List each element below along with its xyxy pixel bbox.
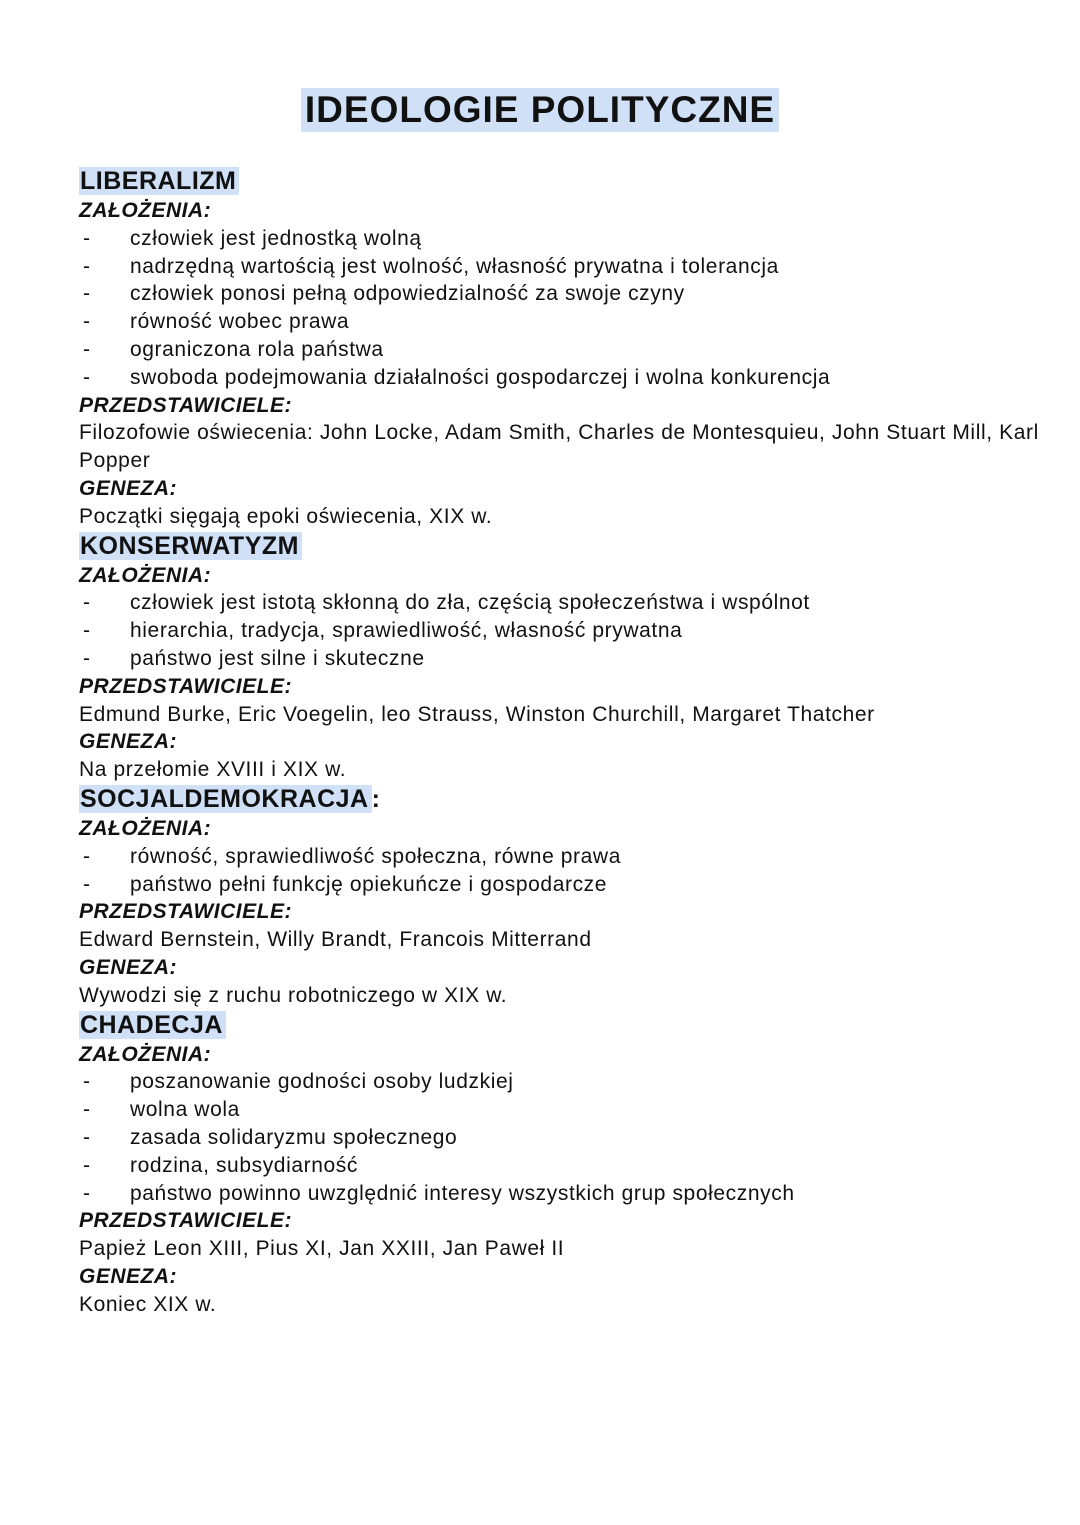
section-heading-text: CHADECJA bbox=[79, 1011, 226, 1039]
przedstawiciele-text: Edward Bernstein, Willy Brandt, Francois Mitterrand bbox=[79, 928, 592, 952]
bullet-dash: - bbox=[83, 591, 91, 615]
list-item-text: człowiek jest jednostką wolną bbox=[130, 226, 422, 250]
przedstawiciele-text: Edmund Burke, Eric Voegelin, leo Strauss, Winston Churchill, Margaret Thatcher bbox=[79, 702, 875, 726]
zalozenia-label: ZAŁOŻENIA: bbox=[79, 816, 212, 840]
list-item-text: państwo jest silne i skuteczne bbox=[130, 646, 425, 670]
bullet-dash: - bbox=[83, 337, 91, 361]
section-heading-text: KONSERWATYZM bbox=[79, 532, 302, 560]
geneza-text: Wywodzi się z ruchu robotniczego w XIX w. bbox=[79, 983, 508, 1007]
section-konserwatyzm bbox=[79, 531, 1039, 784]
geneza-label: GENEZA: bbox=[79, 476, 177, 500]
bullet-dash: - bbox=[83, 646, 91, 670]
list-item-text: nadrzędną wartością jest wolność, własność prywatna i tolerancja bbox=[130, 254, 779, 278]
list-item-text: człowiek jest istotą skłonną do zła, częścią społeczeństwa i wspólnot bbox=[130, 591, 810, 615]
zalozenia-label: ZAŁOŻENIA: bbox=[79, 199, 212, 222]
przedstawiciele-text: Papież Leon XIII, Pius XI, Jan XXIII, Jan Paweł II bbox=[79, 1237, 565, 1261]
section-heading bbox=[79, 1010, 1039, 1041]
zalozenia-label: ZAŁOŻENIA: bbox=[79, 1042, 212, 1066]
section-liberalizm bbox=[79, 166, 1039, 531]
bullet-dash: - bbox=[83, 619, 91, 643]
list-item-text: człowiek ponosi pełną odpowiedzialność za swoje czyny bbox=[130, 282, 685, 306]
list-item bbox=[79, 1096, 1039, 1124]
document-content bbox=[79, 166, 1039, 1318]
przedstawiciele-text: Filozofowie oświecenia: John Locke, Adam Smith, Charles de Montesquieu, John Stuart Mill, Karl Popper bbox=[79, 421, 1039, 473]
list-item bbox=[79, 1124, 1039, 1152]
section-heading-text: SOCJALDEMOKRACJA bbox=[79, 785, 372, 813]
list-item bbox=[79, 253, 1039, 281]
list-item-text: rodzina, subsydiarność bbox=[130, 1153, 358, 1177]
geneza-text: Na przełomie XVIII i XIX w. bbox=[79, 758, 347, 782]
bullet-dash: - bbox=[83, 1181, 91, 1205]
bullet-dash: - bbox=[83, 844, 91, 868]
bullet-dash: - bbox=[83, 365, 91, 389]
bullet-dash: - bbox=[83, 310, 91, 334]
geneza-text: Koniec XIX w. bbox=[79, 1292, 217, 1316]
list-item-text: hierarchia, tradycja, sprawiedliwość, własność prywatna bbox=[130, 619, 683, 643]
list-item bbox=[79, 1152, 1039, 1180]
bullet-dash: - bbox=[83, 1098, 91, 1122]
list-item bbox=[79, 1068, 1039, 1096]
przedstawiciele-label: PRZEDSTAWICIELE: bbox=[79, 900, 292, 924]
bullet-dash: - bbox=[83, 1125, 91, 1149]
list-item bbox=[79, 364, 1039, 392]
list-item bbox=[79, 308, 1039, 336]
list-item bbox=[79, 871, 1039, 899]
geneza-label: GENEZA: bbox=[79, 1264, 177, 1288]
page-title: IDEOLOGIE POLITYCZNE bbox=[301, 88, 779, 132]
section-heading bbox=[79, 166, 1039, 197]
section-heading-suffix: : bbox=[371, 784, 381, 813]
list-item bbox=[79, 645, 1039, 673]
przedstawiciele-label: PRZEDSTAWICIELE: bbox=[79, 393, 292, 417]
section-heading bbox=[79, 531, 1039, 562]
section-socjaldemokracja bbox=[79, 784, 1039, 1010]
bullet-dash: - bbox=[83, 872, 91, 896]
bullet-dash: - bbox=[83, 282, 91, 306]
section-chadecja bbox=[79, 1010, 1039, 1319]
przedstawiciele-label: PRZEDSTAWICIELE: bbox=[79, 1209, 292, 1233]
list-item bbox=[79, 1180, 1039, 1208]
geneza-label: GENEZA: bbox=[79, 955, 177, 979]
zalozenia-list bbox=[79, 1068, 1039, 1207]
list-item bbox=[79, 589, 1039, 617]
list-item-text: równość wobec prawa bbox=[130, 310, 350, 334]
list-item bbox=[79, 617, 1039, 645]
list-item-text: państwo powinno uwzględnić interesy wszystkich grup społecznych bbox=[130, 1181, 795, 1205]
section-heading-text: LIBERALIZM bbox=[79, 167, 239, 195]
geneza-label: GENEZA: bbox=[79, 730, 177, 754]
title-wrap bbox=[0, 88, 1080, 132]
list-item-text: ograniczona rola państwa bbox=[130, 337, 384, 361]
bullet-dash: - bbox=[83, 254, 91, 278]
zalozenia-list bbox=[79, 225, 1039, 392]
zalozenia-list bbox=[79, 843, 1039, 899]
bullet-dash: - bbox=[83, 226, 91, 250]
list-item bbox=[79, 225, 1039, 253]
przedstawiciele-label: PRZEDSTAWICIELE: bbox=[79, 674, 292, 698]
section-heading bbox=[79, 784, 1039, 815]
list-item-text: wolna wola bbox=[130, 1098, 240, 1122]
zalozenia-label: ZAŁOŻENIA: bbox=[79, 563, 212, 587]
zalozenia-list bbox=[79, 589, 1039, 672]
list-item-text: zasada solidaryzmu społecznego bbox=[130, 1125, 458, 1149]
list-item-text: równość, sprawiedliwość społeczna, równe prawa bbox=[130, 844, 621, 868]
geneza-text: Początki sięgają epoki oświecenia, XIX w. bbox=[79, 504, 493, 528]
bullet-dash: - bbox=[83, 1153, 91, 1177]
bullet-dash: - bbox=[83, 1070, 91, 1094]
list-item-text: poszanowanie godności osoby ludzkiej bbox=[130, 1070, 514, 1094]
list-item bbox=[79, 280, 1039, 308]
list-item-text: państwo pełni funkcję opiekuńcze i gospodarcze bbox=[130, 872, 608, 896]
list-item bbox=[79, 336, 1039, 364]
list-item bbox=[79, 843, 1039, 871]
list-item-text: swoboda podejmowania działalności gospodarczej i wolna konkurencja bbox=[130, 365, 831, 389]
